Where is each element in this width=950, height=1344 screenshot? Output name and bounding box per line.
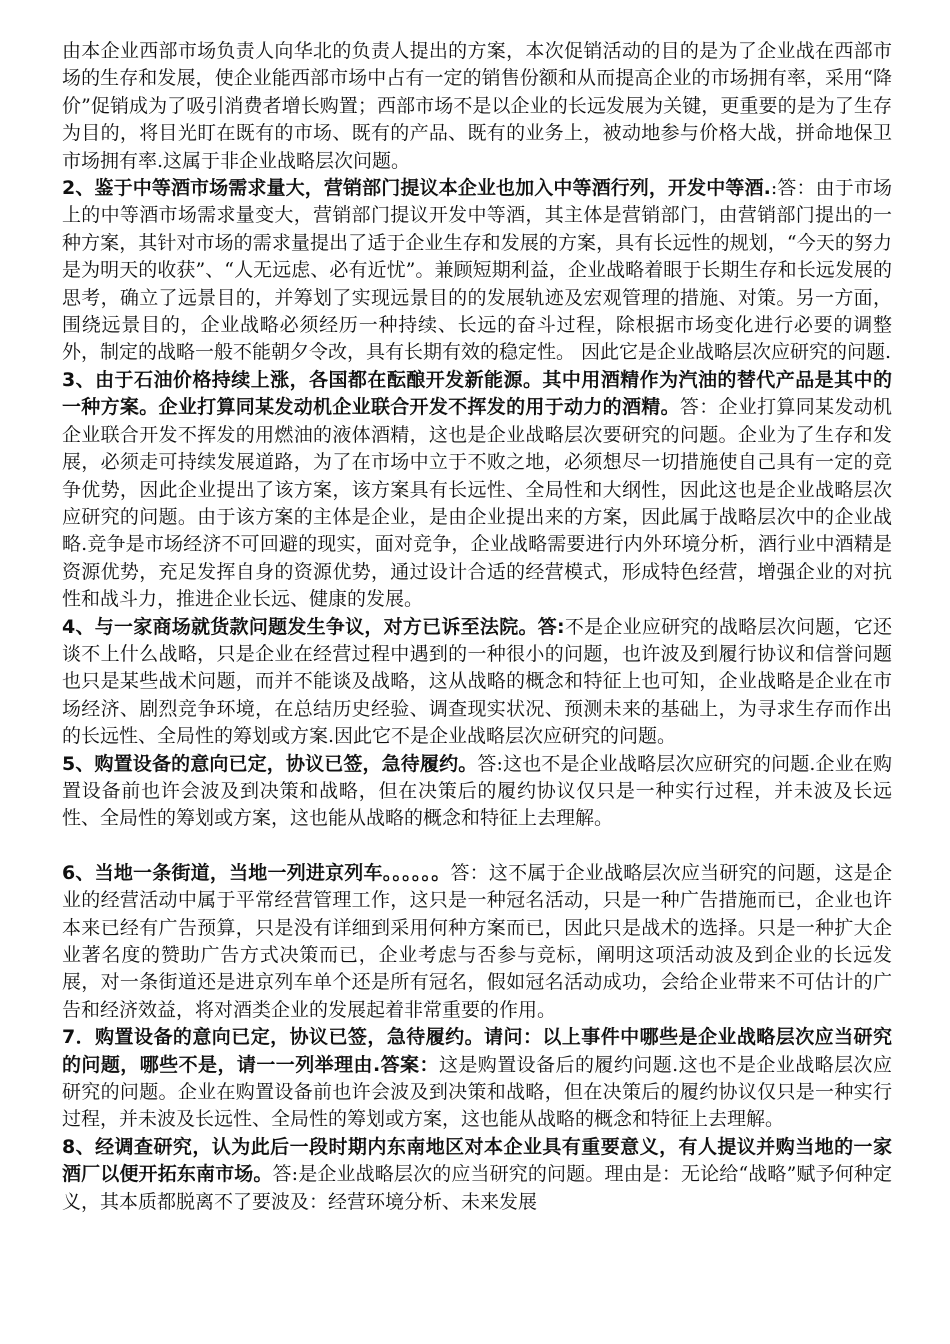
paragraph-heading: 6、当地一条街道，当地一列进京列车。。。。。。 — [62, 861, 451, 884]
paragraph-heading: 8、经调查研究，认为此后一段时期内东南地区对本企业具有重要意义，有人提议并购当地的一家酒厂以便开拓东南市场。 — [62, 1135, 892, 1186]
paragraph-body: 答：这不属于企业战略层次应当研究的问题，这是企业的经营活动中属于平常经营管理工作，这只是一种冠名活动，只是一种广告措施而已，企业也许本来已经有广告预算，只是没有详细到采用何种方案而已，因此只是战术的选择。只是一种扩大企业著名度的赞助广告方式决策而已，企业考虑与否参与竞标，阐明这项活动波及到企业的长远发展，对一条街道还是进京列车单个还是所有冠名，假如冠名活动成功，会给企业带来不可估计的广告和经济效益，将对酒类企业的发展起着非常重要的作用。 — [62, 861, 892, 1021]
paragraph-item-3 — [62, 367, 892, 614]
paragraph-body: 由本企业西部市场负责人向华北的负责人提出的方案，本次促销活动的目的是为了企业战在西部市场的生存和发展，使企业能西部市场中占有一定的销售份额和从而提高企业的市场拥有率，采用“降价”促销成为了吸引消费者增长购置；西部市场不是以企业的长远发展为关键，更重要的是为了生存为目的，将目光盯在既有的市场、既有的产品、既有的业务上，被动地参与价格大战，拼命地保卫市场拥有率.这属于非企业战略层次问题。 — [62, 40, 892, 172]
paragraph-body: 不是企业应研究的战略层次问题，它还谈不上什么战略，只是企业在经营过程中遇到的一种很小的问题，也许波及到履行协议和信誉问题也只是某些战术问题，而并不能谈及战略，这从战略的概念和特征上也可知，企业战略是企业在市场经济、剧烈竞争环境，在总结历史经验、调查现实状况、预测未来的基础上，为寻求生存而作出的长远性、全局性的筹划或方案.因此它不是企业战略层次应研究的问题。 — [62, 615, 892, 748]
paragraph-item-7 — [62, 1024, 892, 1134]
paragraph-item-6 — [62, 860, 892, 1024]
paragraph-heading: 4、与一家商场就货款问题发生争议，对方已诉至法院。答: — [62, 615, 565, 638]
paragraph-heading: 5、购置设备的意向已定，协议已签，急待履约。 — [62, 752, 478, 775]
paragraph-heading: 7．购置设备的意向已定，协议已签，急待履约。请问：以上事件中哪些是企业战略层次应当研究的问题，哪些不是，请一一列举理由.答案： — [62, 1026, 892, 1076]
paragraph-body: :答：由于市场上的中等酒市场需求量变大，营销部门提议开发中等酒，其主体是营销部门，由营销部门提出的一种方案，其针对市场的需求量提出了适于企业生存和发展的方案，具有长远性的规划，“今天的努力是为明天的收获”、“人无远虑、必有近忧”。兼顾短期利益，企业战略着眼于长期生存和长远发展的思考，确立了远景目的，并筹划了实现远景目的的发展轨迹及宏观管理的措施、对策。另一方面，围绕远景目的，企业战略必须经历一种持续、长远的奋斗过程，除根据市场变化进行必要的调整外，制定的战略一般不能朝夕令改，具有长期有效的稳定性。 因此它是企业战略层次应研究的问题. — [62, 177, 892, 364]
paragraph-heading: 2、鉴于中等酒市场需求量大，营销部门提议本企业也加入中等酒行列，开发中等酒. — [62, 177, 771, 200]
paragraph-item-4 — [62, 614, 892, 751]
paragraph-body: 答：企业打算同某发动机企业联合开发不挥发的用燃油的液体酒精，这也是企业战略层次要研究的问题。企业为了生存和发展，必须走可持续发展道路，为了在市场中立于不败之地，必须想尽一切措施使自己具有一定的竞争优势，因此企业提出了该方案，该方案具有长远性、全局性和大纲性，因此这也是企业战略层次应研究的问题。由于该方案的主体是企业，是由企业提出来的方案，因此属于战略层次中的企业战略.竞争是市场经济不可回避的现实，面对竞争，企业战略需要进行内外环境分析，酒行业中酒精是资源优势，充足发挥自身的资源优势，通过设计合适的经营模式，形成特色经营，增强企业的对抗性和战斗力，推进企业长远、健康的发展。 — [62, 396, 892, 611]
paragraph-body: 答:这也不是企业战略层次应研究的问题.企业在购置设备前也许会波及到决策和战略，但在决策后的履约协议仅只是一种实行过程，并未波及长远性、全局性的筹划或方案，这也能从战略的概念和特征上去理解。 — [62, 752, 892, 830]
paragraph-item-2 — [62, 175, 892, 367]
paragraph-intro — [62, 38, 892, 175]
paragraph-heading: 3、由于石油价格持续上涨，各国都在酝酿开发新能源。其中用酒精作为汽油的替代产品是其中的一种方案。企业打算同某发动机企业联合开发不挥发的用于动力的酒精。 — [62, 368, 892, 419]
paragraph-body: 答:是企业战略层次的应当研究的问题。理由是：无论给“战略”赋予何种定义，其本质都脱离不了要波及：经营环境分析、未来发展 — [62, 1163, 892, 1213]
paragraph-body: 这是购置设备后的履约问题.这也不是企业战略层次应研究的问题。企业在购置设备前也许会波及到决策和战略，但在决策后的履约协议仅只是一种实行过程，并未波及长远性、全局性的筹划或方案，这也能从战略的概念和特征上去理解。 — [62, 1053, 892, 1131]
paragraph-item-8 — [62, 1134, 892, 1216]
paragraph-item-5 — [62, 751, 892, 833]
